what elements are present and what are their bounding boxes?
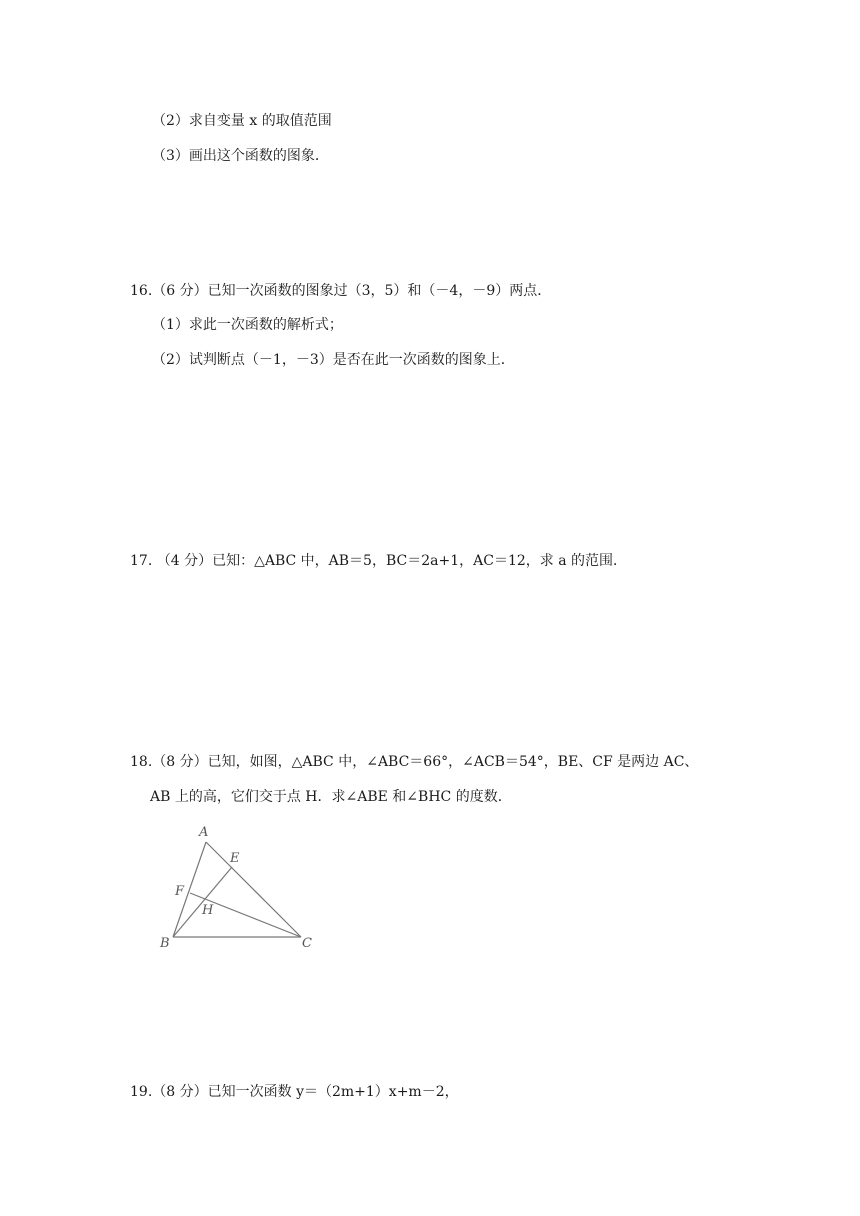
q15-sub3: （3）画出这个函数的图象．	[152, 148, 329, 164]
label-b: B	[160, 936, 170, 951]
label-e: E	[230, 851, 240, 866]
label-f: F	[175, 884, 185, 899]
q16-stem: 16.（6 分）已知一次函数的图象过（3，5）和（－4，－9）两点．	[130, 283, 552, 299]
q18-stem-line1: 18.（8 分）已知，如图，△ABC 中，∠ABC＝66°，∠ACB＝54°，BE、CF 是两边 AC、	[130, 754, 699, 770]
segment-be	[173, 867, 232, 937]
segment-ac	[206, 842, 301, 937]
q18-stem-line2: AB 上的高，它们交于点 H．求∠ABE 和∠BHC 的度数．	[150, 789, 512, 805]
q15-sub2: （2）求自变量 x 的取值范围	[152, 113, 332, 129]
q17-stem: 17. （4 分）已知：△ABC 中，AB＝5，BC＝2a+1，AC＝12，求 a 的范围．	[130, 553, 627, 569]
q19-stem: 19.（8 分）已知一次函数 y＝（2m+1）x+m－2，	[130, 1084, 459, 1100]
q16-sub2: （2）试判断点（－1，－3）是否在此一次函数的图象上．	[152, 352, 515, 368]
label-c: C	[302, 936, 312, 951]
label-a: A	[199, 825, 209, 840]
label-h: H	[202, 903, 214, 918]
triangle-figure	[155, 823, 320, 953]
q16-sub1: （1）求此一次函数的解析式；	[152, 317, 343, 333]
